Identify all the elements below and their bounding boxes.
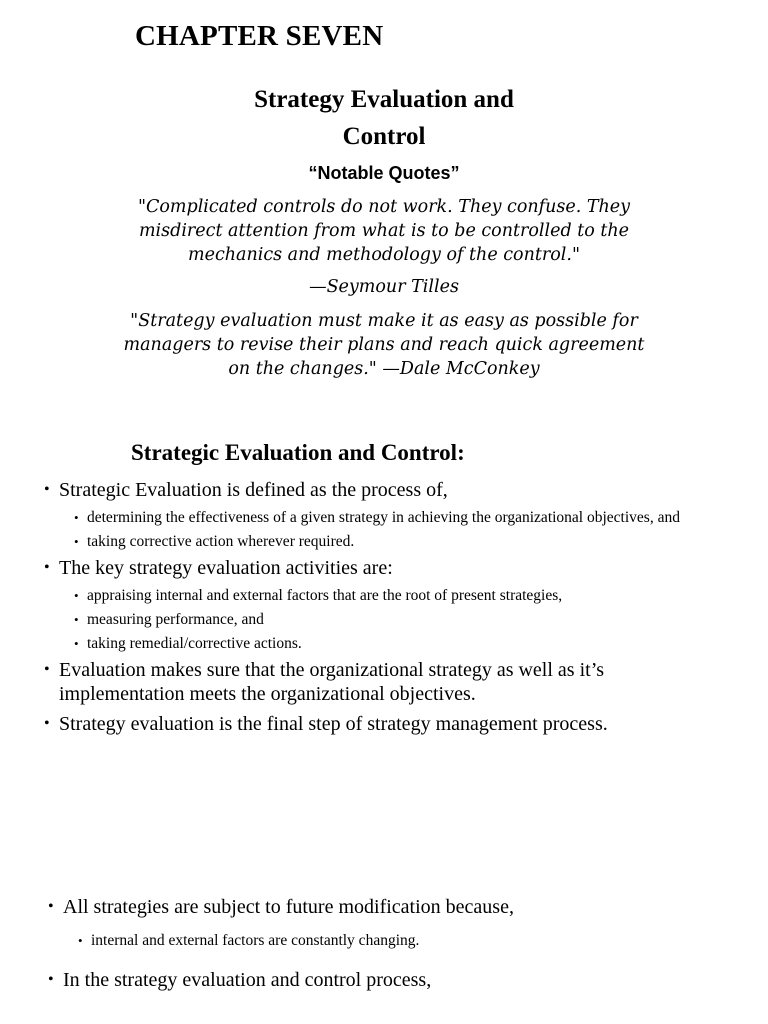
quote-1-line: "Complicated controls do not work. They confuse. They xyxy=(137,197,631,217)
list-item: • Strategic Evaluation is defined as the process of, xyxy=(0,478,768,502)
list-item: • The key strategy evaluation activities are: xyxy=(0,556,768,580)
list-item: • Evaluation makes sure that the organizational strategy as well as it’s implementation meets the organizational objectives. xyxy=(0,658,768,706)
quote-1 xyxy=(0,195,768,267)
list-sub-item: • taking corrective action wherever required. xyxy=(0,532,768,551)
quote-1-line: misdirect attention from what is to be controlled to the xyxy=(138,221,630,241)
list-sub-item: • taking remedial/corrective actions. xyxy=(0,634,768,653)
chapter-heading: CHAPTER SEVEN xyxy=(135,20,384,52)
list-item: • In the strategy evaluation and control process, xyxy=(0,968,768,992)
quote-2-line: "Strategy evaluation must make it as easy as possible for xyxy=(130,311,638,331)
list-sub-item: • determining the effectiveness of a given strategy in achieving the organizational objectives, and xyxy=(0,508,768,527)
quote-2-line: on the changes." —Dale McConkey xyxy=(228,359,540,379)
list-item: • Strategy evaluation is the final step of strategy management process. xyxy=(0,712,768,736)
list-item: • All strategies are subject to future modification because, xyxy=(0,895,768,919)
quote-2 xyxy=(0,309,768,381)
bullet-list xyxy=(0,478,768,742)
bullet-list-continued xyxy=(0,895,768,1004)
quote-2-line: managers to revise their plans and reach quick agreement xyxy=(123,335,645,355)
quote-1-author: —Seymour Tilles xyxy=(309,277,459,297)
list-sub-item: • internal and external factors are constantly changing. xyxy=(0,931,768,950)
notable-quotes-heading: “Notable Quotes” xyxy=(308,163,460,183)
document-title-line-1: Strategy Evaluation and xyxy=(254,86,514,113)
list-sub-item: • measuring performance, and xyxy=(0,610,768,629)
quote-1-line: mechanics and methodology of the control." xyxy=(188,245,580,265)
section-heading: Strategic Evaluation and Control: xyxy=(131,440,465,465)
document-title-line-2: Control xyxy=(342,123,426,150)
list-sub-item: • appraising internal and external factors that are the root of present strategies, xyxy=(0,586,768,605)
